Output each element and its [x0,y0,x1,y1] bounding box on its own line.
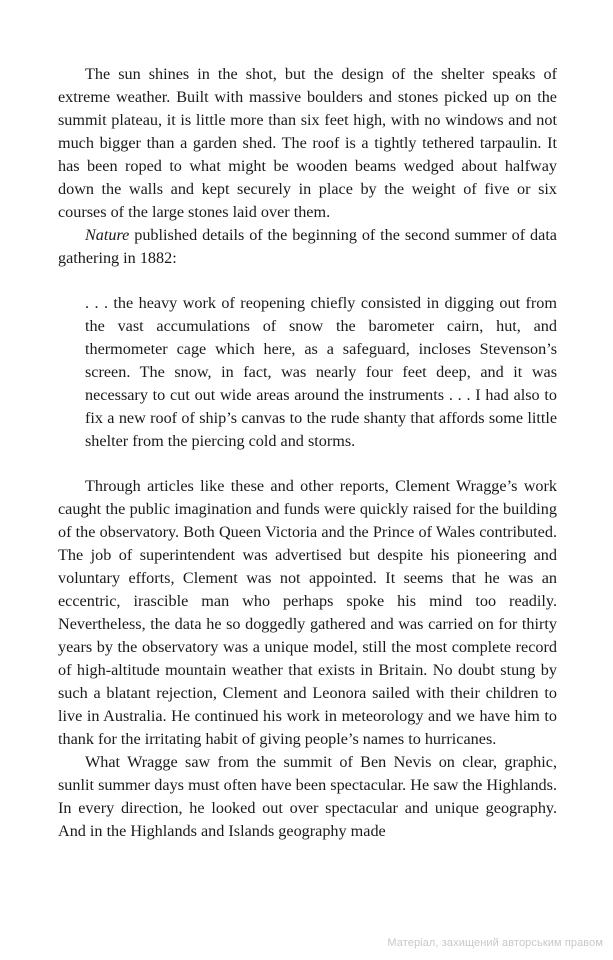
book-page [58,63,557,843]
body-paragraph-1: The sun shines in the shot, but the design of the shelter speaks of extreme weather. Built with massive boulders and stones picked up on the summit plateau, it is little more than six feet high, with no windows and not much bigger than a garden shed. The roof is a tightly tethered tarpaulin. It has been roped to what might be wooden beams wedged about halfway down the walls and kept securely in place by the weight of five or six courses of the large stones laid over them. [58,65,557,221]
block-quote: . . . the heavy work of reopening chiefly consisted in digging out from the vast accumulations of snow the barometer cairn, hut, and thermometer cage which here, as a safeguard, incloses Stevenson’s screen. The snow, in fact, was nearly four feet deep, and it was necessary to cut out wide areas around the instruments . . . I had also to fix a new roof of ship’s canvas to the rude shanty that affords some little shelter from the piercing cold and storms. [85,294,557,450]
body-paragraph-2-text: published details of the beginning of the second summer of data gathering in 1882: [58,226,557,267]
body-paragraph-4: What Wragge saw from the summit of Ben Nevis on clear, graphic, sunlit summer days must often have been spectacular. He saw the Highlands. In every direction, he looked out over spectacular and unique geography. And in the Highlands and Islands geography made [58,753,557,840]
body-paragraph-2 [58,224,557,270]
journal-title-nature: Nature [85,226,130,244]
body-paragraph-3: Through articles like these and other reports, Clement Wragge’s work caught the public imagination and funds were quickly raised for the building of the observatory. Both Queen Victoria and the Prince of Wales contributed. The job of superintendent was advertised but despite his pioneering and voluntary efforts, Clement was not appointed. It seems that he was an eccentric, irascible man who perhaps spoke his mind too readily. Nevertheless, the data he so doggedly gathered and was carried on for thirty years by the observatory was a unique model, still the most complete record of high-altitude mountain weather that exists in Britain. No doubt stung by such a blatant rejection, Clement and Leonora sailed with their children to live in Australia. He continued his work in meteorology and we have him to thank for the irritating habit of giving people’s names to hurricanes. [58,477,557,748]
copyright-watermark: Матеріал, захищений авторським правом [387,937,603,949]
